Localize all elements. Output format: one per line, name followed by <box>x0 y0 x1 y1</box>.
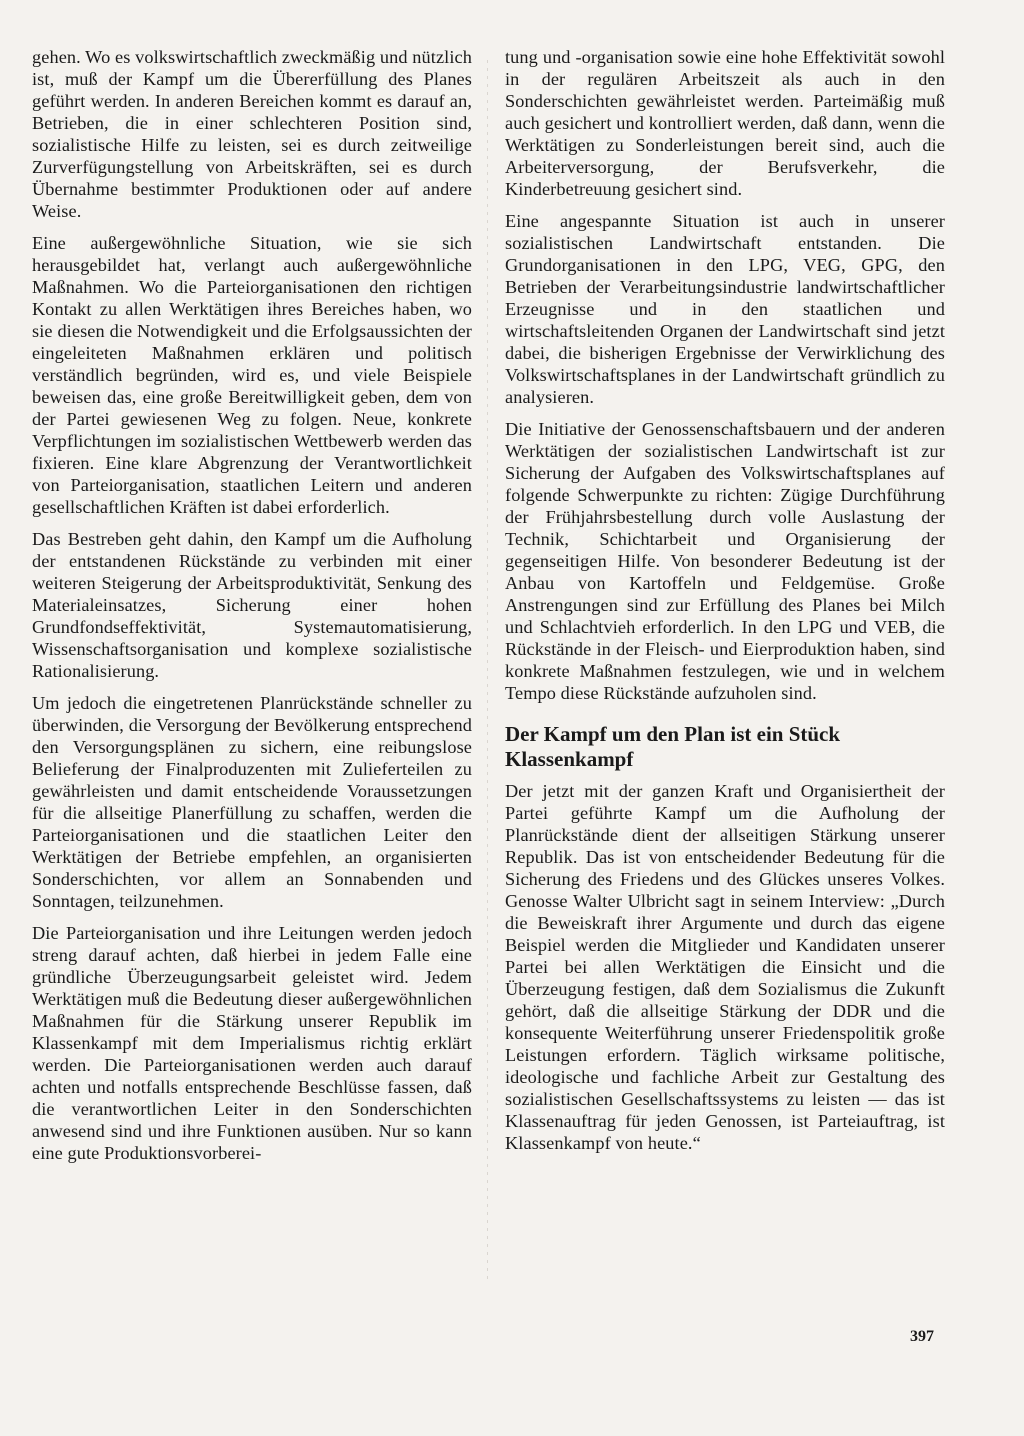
paragraph-right-2: Eine angespannte Situation ist auch in unserer sozialistischen Landwirtschaft entstanden. Die Grundorganisationen in den LPG, VEG, GPG, den Betrieben der Verarbeitungsindustrie landwirtschaftlicher Erzeugnisse und in den staatlichen und wirtschaftsleitenden Organen der Landwirtschaft sind jetzt dabei, die bisherigen Ergebnisse der Verwirklichung des Volkswirtschaftsplanes in der Landwirtschaft gründlich zu analysieren. <box>505 211 945 407</box>
paragraph-right-3: Die Initiative der Genossenschaftsbauern und der anderen Werktätigen der sozialistischen Landwirtschaft ist zur Sicherung der Aufgaben des Volkswirtschaftsplanes auf folgende Schwerpunkte zu richten: Zügige Durchführung der Frühjahrsbestellung durch volle Auslastung der Technik, Schichtarbeit und Organisierung der gegenseitigen Hilfe. Von besonderer Bedeutung ist der Anbau von Kartoffeln und Feldgemüse. Große Anstrengungen sind zur Erfüllung des Planes bei Milch und Schlachtvieh erforderlich. In den LPG und VEB, die Rückstände in der Fleisch- und Eierproduktion haben, sind konkrete Maßnahmen festzulegen, wie und in welchem Tempo diese Rückstände aufzuholen sind. <box>505 419 945 703</box>
paragraph-right-4: Der jetzt mit der ganzen Kraft und Organisiertheit der Partei geführte Kampf um die Aufholung der Planrückstände dient der allseitigen Stärkung unserer Republik. Das ist von entscheidender Bedeutung für die Sicherung des Friedens und des Glückes unseres Volkes. Genosse Walter Ulbricht sagt in seinem Interview: „Durch die Beweiskraft ihrer Argumente und durch das eigene Beispiel werden die Mitglieder und Kandidaten unserer Partei bei allen Werktätigen die Einsicht und die Überzeugung festigen, daß dem Sozialismus die Zukunft gehört, daß die allseitige Stärkung der DDR und die konsequente Weiterführung unserer Friedenspolitik große Leistungen erfordern. Täglich wirksame politische, ideologische und fachliche Arbeit zur Gestaltung des sozialistischen Gesellschaftssystems zu leisten — das ist Klassenauftrag für jeden Genossen, ist Parteiauftrag, ist Klassenkampf von heute.“ <box>505 781 945 1153</box>
paragraph-left-5: Die Parteiorganisation und ihre Leitungen werden jedoch streng darauf achten, daß hierbei in jedem Falle eine gründliche Überzeugungsarbeit geleistet wird. Jedem Werktätigen muß die Bedeutung dieser außergewöhnlichen Maßnahmen für die Stärkung unserer Republik im Klassenkampf mit dem Imperialismus richtig erklärt werden. Die Parteiorganisationen werden auch darauf achten und notfalls entsprechende Beschlüsse fassen, daß die verantwortlichen Leiter in den Sonderschichten anwesend sind und ihre Funktionen ausüben. Nur so kann eine gute Produktionsvorberei- <box>32 923 472 1163</box>
page-number: 397 <box>910 1328 934 1345</box>
column-divider <box>487 60 488 1280</box>
paragraph-right-1: tung und -organisation sowie eine hohe Effektivität sowohl in der regulären Arbeitszeit als auch in den Sonderschichten gewährleistet werden. Parteimäßig muß auch gesichert und kontrolliert werden, daß dann, wenn die Werktätigen zu Sonderleistungen bereit sind, auch die Arbeiterversorgung, der Berufsverkehr, die Kinderbetreuung gesichert sind. <box>505 47 945 199</box>
paragraph-left-1: gehen. Wo es volkswirtschaftlich zweckmäßig und nützlich ist, muß der Kampf um die Übererfüllung des Planes geführt werden. In anderen Bereichen kommt es darauf an, Betrieben, die in einer schlechteren Position sind, sozialistische Hilfe zu leisten, sei es durch zeitweilige Zurverfügungstellung von Arbeitskräften, sei es durch Übernahme bestimmter Produktionen oder auf andere Weise. <box>32 47 472 221</box>
section-heading: Der Kampf um den Plan ist ein Stück Klassenkampf <box>505 722 841 771</box>
paragraph-left-4: Um jedoch die eingetretenen Planrückstände schneller zu überwinden, die Versorgung der Bevölkerung entsprechend den Versorgungsplänen zu sichern, eine reibungslose Belieferung der Finalproduzenten mit Zulieferteilen zu gewährleisten und damit entscheidende Voraussetzungen für die allseitige Planerfüllung zu schaffen, werden die Parteiorganisationen und die staatlichen Leiter den Werktätigen der Betriebe empfehlen, an organisierten Sonderschichten, vor allem an Sonnabenden und Sonntagen, teilzunehmen. <box>32 693 472 911</box>
right-column <box>505 46 945 1164</box>
paragraph-left-2: Eine außergewöhnliche Situation, wie sie sich herausgebildet hat, verlangt auch außergewöhnliche Maßnahmen. Wo die Parteiorganisationen den richtigen Kontakt zu allen Werktätigen ihres Bereiches haben, wo sie diesen die Notwendigkeit und die Erfolgsaussichten der eingeleiteten Maßnahmen erklären und politisch verständlich begründen, wird es, und viele Beispiele beweisen das, eine große Bereitwilligkeit geben, dem von der Partei gewiesenen Weg zu folgen. Neue, konkrete Verpflichtungen im sozialistischen Wettbewerb werden das fixieren. Eine klare Abgrenzung der Verantwortlichkeit von Parteiorganisation, staatlichen Leitern und anderen gesellschaftlichen Kräften ist dabei erforderlich. <box>32 233 472 517</box>
paragraph-left-3: Das Bestreben geht dahin, den Kampf um die Aufholung der entstandenen Rückstände zu verbinden mit einer weiteren Steigerung der Arbeitsproduktivität, Senkung des Materialeinsatzes, Sicherung einer hohen Grundfondseffektivität, Systemautomatisierung, Wissenschaftsorganisation und komplexe sozialistische Rationalisierung. <box>32 529 472 681</box>
left-column <box>32 46 472 1174</box>
